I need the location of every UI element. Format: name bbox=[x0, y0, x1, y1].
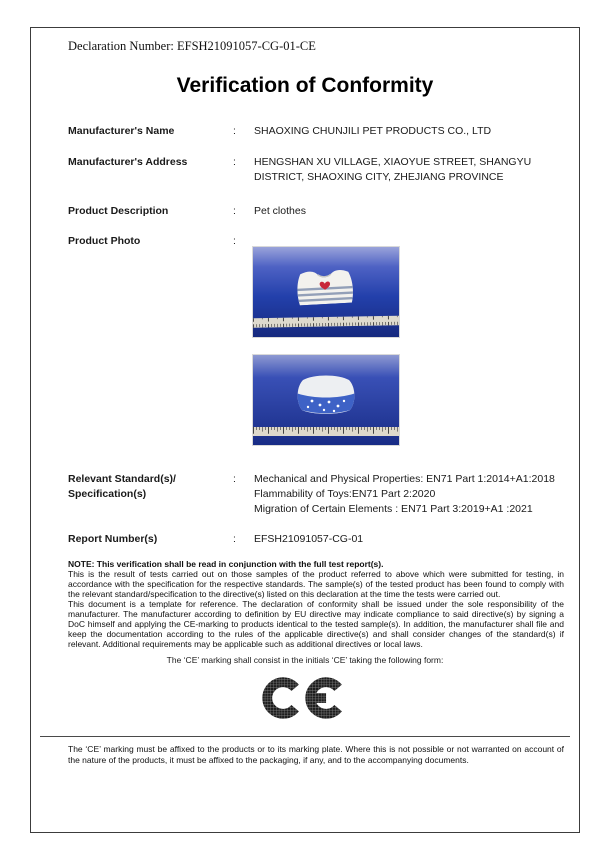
note-section bbox=[68, 559, 564, 649]
standard-item-3: Migration of Certain Elements : EN71 Part 3:2019+A1 :2021 bbox=[254, 503, 533, 516]
manufacturer-address-value: HENGSHAN XU VILLAGE, XIAOYUE STREET, SHANGYU DISTRICT, SHAOXING CITY, ZHEJIANG PROVINCE bbox=[254, 156, 532, 184]
footer-divider bbox=[40, 736, 570, 737]
ce-footer-text: The ‘CE’ marking must be affixed to the products or to its marking plate. Where this is not possible or not warranted on account of the nature of the products, it must be affixed to the packaging, if any, and to the accompanying documents. bbox=[68, 744, 564, 766]
product-description-value: Pet clothes bbox=[254, 205, 306, 217]
page-title: Verification of Conformity bbox=[176, 74, 434, 97]
product-photo-label: Product Photo bbox=[68, 235, 141, 247]
product-photo-1 bbox=[253, 247, 399, 337]
colon-separator: : bbox=[233, 235, 236, 247]
ce-icon bbox=[262, 673, 348, 723]
field-manufacturer-address bbox=[68, 155, 570, 185]
manufacturer-address-label: Manufacturer's Address bbox=[68, 156, 188, 168]
colon-separator: : bbox=[233, 533, 236, 545]
colon-separator: : bbox=[233, 205, 236, 217]
standards-label-line2: Specification(s) bbox=[68, 488, 147, 501]
product-photo-2 bbox=[253, 355, 399, 445]
colon-separator: : bbox=[233, 156, 236, 168]
standards-label-line1: Relevant Standard(s)/ bbox=[68, 473, 176, 485]
declaration-number: Declaration Number: EFSH21091057-CG-01-CE bbox=[68, 39, 316, 53]
product-description-label: Product Description bbox=[68, 205, 169, 217]
note-heading: NOTE: This verification shall be read in conjunction with the full test report(s). bbox=[68, 559, 384, 569]
field-report-numbers bbox=[68, 532, 570, 547]
field-manufacturer-name bbox=[68, 124, 570, 139]
field-relevant-standards bbox=[68, 472, 570, 518]
report-numbers-label: Report Number(s) bbox=[68, 533, 158, 545]
field-product-description bbox=[68, 204, 570, 219]
manufacturer-name-label: Manufacturer's Name bbox=[68, 125, 175, 137]
colon-separator: : bbox=[233, 125, 236, 137]
report-numbers-value: EFSH21091057-CG-01 bbox=[254, 533, 364, 545]
ce-mark-logo bbox=[31, 673, 579, 728]
note-body-2: This document is a template for reference. The declaration of conformity shall be issued under the sole responsibility of the manufacturer. The manufacturer according to definition by EU directive may indicate compliance to said directive(s) by signing a DoC himself and applying the CE-marking to products identical to the tested sample(s). In addition, the manufacturer shall file and keep the documentation according to the rules of the applicable directive(s) and shall consider changes of the standard(s) if relevant. Additional requirements may be applicable such as additional directives or local laws. bbox=[68, 599, 564, 650]
standard-item-2: Flammability of Toys:EN71 Part 2:2020 bbox=[254, 488, 436, 501]
standard-item-1: Mechanical and Physical Properties: EN71 Part 1:2014+A1:2018 bbox=[254, 473, 555, 485]
page-border-frame bbox=[30, 27, 580, 833]
colon-separator: : bbox=[233, 473, 236, 485]
ce-marking-intro: The ‘CE’ marking shall consist in the initials ‘CE’ taking the following form: bbox=[166, 655, 444, 665]
manufacturer-name-value: SHAOXING CHUNJILI PET PRODUCTS CO., LTD bbox=[254, 125, 492, 137]
note-body-1: This is the result of tests carried out on those samples of the product referred to above which were submitted for testing, in accordance with the specification for the respective standards. The sample(s) of the tested product has been found to comply with the relevant standard/specification to the directive(s) listed on this declaration at the time the tests were carried out. bbox=[68, 569, 564, 600]
